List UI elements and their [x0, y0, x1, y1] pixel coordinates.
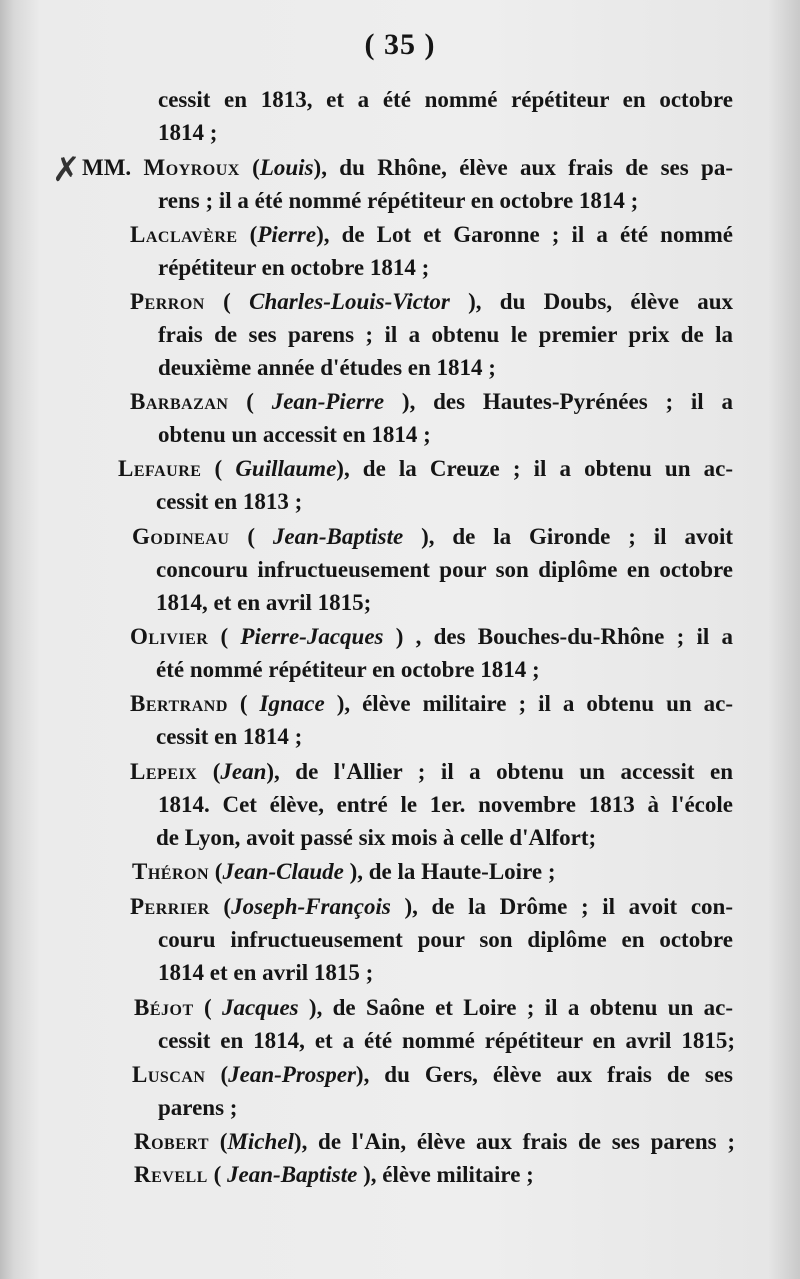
- student-surname: Perrier: [130, 894, 210, 919]
- text-line: [158, 84, 733, 116]
- student-surname: Godineau: [132, 524, 230, 549]
- student-surname: Perron: [130, 289, 205, 314]
- text-segment: ), de la Haute-Loire ;: [343, 859, 556, 884]
- text-segment: ), du Gers, élève aux frais de ses: [355, 1062, 733, 1087]
- given-name: Guillaume: [235, 456, 337, 481]
- student-surname: Barbazan: [130, 389, 229, 414]
- text-line: [130, 688, 733, 720]
- text-segment: (: [227, 691, 260, 716]
- given-name: Jean-Pierre: [271, 389, 385, 414]
- text-segment: (: [209, 894, 232, 919]
- given-name: Jean-Prosper: [228, 1062, 356, 1087]
- text-segment: ), de l'Ain, élève aux frais de ses parens ;: [293, 1129, 735, 1154]
- text-line: [130, 386, 733, 418]
- text-segment: ), des Hautes-Pyrénées ; il a: [384, 389, 733, 414]
- text-line: [132, 521, 733, 553]
- text-line: [130, 219, 733, 251]
- text-segment: ), élève militaire ;: [357, 1162, 534, 1187]
- given-name: Pierre-Jacques: [240, 624, 384, 649]
- text-segment: cessit en 1814, et a été nommé répétiteur en avril 1815;: [158, 1028, 735, 1053]
- text-line: [132, 1059, 733, 1091]
- margin-annotation-mark: ✗: [52, 152, 81, 189]
- text-line: [156, 721, 302, 753]
- text-line: [158, 319, 733, 351]
- text-segment: concouru infructueusement pour son diplôme en octobre: [156, 557, 733, 582]
- text-segment: 1814. Cet élève, entré le 1er. novembre 1813 à l'école: [158, 792, 733, 817]
- text-segment: ), de la Drôme ; il avoit con-: [390, 894, 733, 919]
- given-name: Pierre: [257, 222, 317, 247]
- text-segment: ), du Doubs, élève aux: [449, 289, 733, 314]
- student-surname: Luscan: [132, 1062, 206, 1087]
- text-line: [130, 286, 733, 318]
- text-line: [158, 924, 733, 956]
- text-line: [130, 891, 733, 923]
- text-segment: ), de Lot et Garonne ; il a été nommé: [316, 222, 733, 247]
- text-segment: rens ; il a été nommé répétiteur en octobre 1814 ;: [158, 188, 639, 213]
- text-segment: (: [228, 389, 272, 414]
- text-segment: été nommé répétiteur en octobre 1814 ;: [156, 657, 540, 682]
- text-line: [156, 822, 596, 854]
- given-name: Jacques: [221, 995, 299, 1020]
- text-segment: de Lyon, avoit passé six mois à celle d'Alfort;: [156, 825, 597, 850]
- text-line: [130, 621, 733, 653]
- text-line: [158, 1025, 735, 1057]
- student-surname: Revell: [134, 1162, 208, 1187]
- student-surname: Moyroux: [143, 155, 240, 180]
- given-name: Jean-Baptiste: [272, 524, 404, 549]
- text-segment: répétiteur en octobre 1814 ;: [158, 255, 430, 280]
- text-line: [132, 856, 555, 888]
- text-segment: ), élève militaire ; il a obtenu un ac-: [324, 691, 734, 716]
- text-segment: (: [193, 995, 222, 1020]
- text-segment: (: [209, 859, 223, 884]
- student-surname: Lepeix: [130, 759, 198, 784]
- text-segment: 1814, et en avril 1815;: [156, 590, 372, 615]
- given-name: Ignace: [259, 691, 325, 716]
- text-line: [156, 486, 302, 518]
- text-segment: (: [209, 1129, 228, 1154]
- given-name: Louis: [259, 155, 314, 180]
- text-line: [82, 152, 733, 184]
- text-line: [156, 654, 540, 686]
- student-surname: Robert: [134, 1129, 210, 1154]
- given-name: Joseph-François: [231, 894, 391, 919]
- text-segment: deuxième année d'études en 1814 ;: [158, 355, 496, 380]
- text-segment: (: [229, 524, 273, 549]
- student-surname: Lefaure: [118, 456, 202, 481]
- text-line: [156, 554, 733, 586]
- page-number: ( 35 ): [364, 28, 436, 61]
- student-surname: Théron: [132, 859, 210, 884]
- text-segment: ), de la Gironde ; il avoit: [403, 524, 733, 549]
- text-segment: (: [197, 759, 221, 784]
- text-segment: (: [205, 1062, 229, 1087]
- text-line: [158, 185, 638, 217]
- text-line: [134, 1126, 735, 1158]
- student-surname: Olivier: [130, 624, 209, 649]
- text-segment: ), de Saône et Loire ; il a obtenu un ac-: [298, 995, 733, 1020]
- text-segment: ), de l'Allier ; il a obtenu un accessit en: [266, 759, 733, 784]
- text-segment: ), de la Creuze ; il a obtenu un ac-: [336, 456, 733, 481]
- text-line: [118, 453, 733, 485]
- student-surname: Béjot: [134, 995, 194, 1020]
- given-name: Jean-Claude: [222, 859, 344, 884]
- text-line: [130, 756, 733, 788]
- text-segment: parens ;: [158, 1095, 238, 1120]
- text-segment: cessit en 1814 ;: [156, 724, 303, 749]
- given-name: Jean-Baptiste: [227, 1162, 358, 1187]
- student-surname: Laclavère: [130, 222, 238, 247]
- given-name: Charles-Louis-Victor: [249, 289, 450, 314]
- text-line: [156, 587, 371, 619]
- text-segment: cessit en 1813 ;: [156, 489, 303, 514]
- text-segment: (: [204, 289, 250, 314]
- text-segment: 1814 et en avril 1815 ;: [158, 960, 374, 985]
- text-line: [134, 1159, 534, 1191]
- text-segment: cessit en 1813, et a été nommé répétiteur en octobre: [158, 87, 733, 112]
- text-segment: (: [208, 624, 241, 649]
- text-line: [158, 117, 217, 149]
- text-line: [158, 1092, 237, 1124]
- text-line: [134, 992, 733, 1024]
- text-segment: (: [207, 1162, 228, 1187]
- text-segment: obtenu un accessit en 1814 ;: [158, 422, 431, 447]
- given-name: Michel: [227, 1129, 294, 1154]
- given-name: Jean: [220, 759, 267, 784]
- text-line: [158, 419, 431, 451]
- text-segment: MM.: [82, 155, 144, 180]
- text-segment: 1814 ;: [158, 120, 218, 145]
- text-segment: ) , des Bouches-du-Rhône ; il a: [383, 624, 733, 649]
- text-line: [158, 789, 733, 821]
- text-line: [158, 352, 496, 384]
- text-segment: couru infructueusement pour son diplôme en octobre: [158, 927, 733, 952]
- text-segment: (: [239, 155, 260, 180]
- text-segment: frais de ses parens ; il a obtenu le premier prix de la: [158, 322, 733, 347]
- text-segment: ), du Rhône, élève aux frais de ses pa-: [313, 155, 733, 180]
- student-surname: Bertrand: [130, 691, 228, 716]
- text-segment: (: [237, 222, 258, 247]
- text-line: [158, 957, 373, 989]
- text-segment: (: [201, 456, 236, 481]
- text-line: [158, 252, 429, 284]
